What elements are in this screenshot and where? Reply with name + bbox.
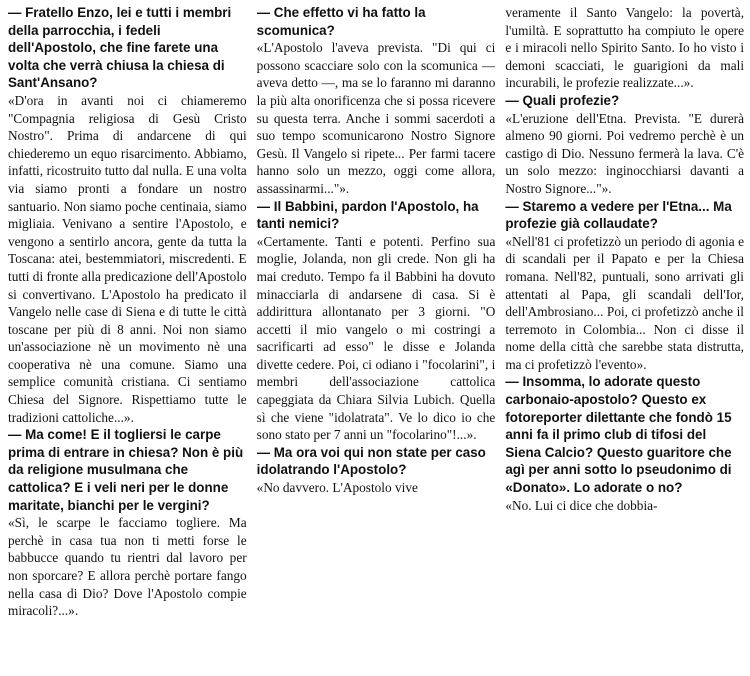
answer-5-continued: veramente il Santo Vangelo: la povertà, l'umiltà. E soprattutto ha compiuto le opere e i miracoli nello Spirito Santo. Io ho visto i demoni scacciati, le guarigioni da mali incurabili, le profezie realizzate...». bbox=[505, 5, 745, 91]
column-2 bbox=[257, 4, 496, 672]
column-1 bbox=[8, 4, 247, 672]
answer-8: «No. Lui ci dice che dobbia- bbox=[505, 497, 658, 513]
question-6: — Quali profezie? bbox=[505, 92, 620, 108]
question-7: — Staremo a vedere per l'Etna... Ma profezie già collaudate? bbox=[505, 198, 732, 232]
question-1: — Fratello Enzo, lei e tutti i membri della parrocchia, i fedeli dell'Apostolo, che fine farete una volta che verrà chiusa la chiesa di Sant'Ansano? bbox=[8, 5, 232, 91]
answer-1: «D'ora in avanti noi ci chiameremo "Compagnia religiosa di Gesù Cristo Nostro". Prima di andarcene di qui chiederemo un equo risarcimento. Abbiamo, infatti, ricostruito tutto dal nulla. E una volta via siamo pronti a fondare un nostro santuario. Non siamo poche centinaia, siamo migliaia. Venivano a sentire l'Apostolo, e vengono a sentirlo ancora, gente da tutta la Toscana: atei, bestemmiatori, miscredenti. E tutti di fronte alla predicazione dell'Apostolo si convertivano. L'Apostolo ha predicato il Vangelo nelle case di Siena e di tutte le città toscane per più di 8 anni. Noi non siamo un'associazione nè un movimento nè una cooperativa nè una comune. Siamo una semplice comunità cristiana. Ci sentiamo Chiesa del Signore. Rispettiamo tutte le tradizioni cattoliche...». bbox=[8, 92, 247, 425]
question-4: — Il Babbini, pardon l'Apostolo, ha tanti nemici? bbox=[256, 198, 479, 232]
column-3 bbox=[505, 4, 744, 672]
question-2: — Ma come! E il togliersi le carpe prima di entrare in chiesa? Non è più da religione musulmana che cattolica? E i veli neri per le donne maritate, bianchi per le vergini? bbox=[8, 427, 244, 513]
answer-3: «L'Apostolo l'aveva prevista. "Di qui ci possono scacciare solo con la scomunica — aveva detto —, ma se lo faranno mi daranno la più alta onorificenza che si possa ricevere su questa terra. Anche i sommi sacerdoti a suo tempo scomunicarono Nostro Signore Gesù. Il Vangelo si ripete... Per farmi tacere hanno solo un mezzo, oggi come allora, assassinarmi..."». bbox=[256, 40, 496, 196]
answer-4: «Certamente. Tanti e potenti. Perfino sua moglie, Jolanda, non gli crede. Non gli ha mai creduto. Tempo fa il Babbini ha dovuto minacciarla di andarsene di casa. Si è addirittura allontanato per 3 giorni. "O accetti il mio vangelo o mi costringi a sacrificarti ad esso" le disse e Jolanda divette cedere. Poi, ci odiano i "focolarini", i membri dell'associazione cattolica capeggiata da Chiara Silvia Lubich. Quella sì che viene "idolatrata". Ve lo dico io che sono stato per 7 anni un "focolarino"!...». bbox=[256, 233, 496, 443]
answer-5: «No davvero. L'Apostolo vive bbox=[256, 480, 418, 496]
question-5: — Ma ora voi qui non state per caso idolatrando l'Apostolo? bbox=[256, 444, 486, 478]
question-8: — Insomma, lo adorate questo carbonaio-apostolo? Questo ex fotoreporter dilettante che fondò 15 anni fa il primo club di tifosi del Siena Calcio? Questo guaritore che agì per anni sotto lo pseudonimo di «Donato». Lo adorate o no? bbox=[505, 374, 732, 496]
answer-7: «Nell'81 ci profetizzò un periodo di agonia e di scandali per il Papato e per la Chiesa romana. Nell'82, puntuali, sono arrivati gli attentati al Papa, gli scandali dell'Ior, dell'Ambrosiano... Poi, ci profetizzò anche il terremoto in Colombia... Non ci disse il nome della città che sarebbe stata distrutta, ma ci profetizzò l'evento». bbox=[505, 233, 745, 372]
answer-2: «Sì, le scarpe le facciamo togliere. Ma perchè in casa tua non ti metti forse le babbucce quando tu rientri dal lavoro per non sporcare? E allora perchè portare fango nella casa di Dio? Dove l'Apostolo compie miracoli?...». bbox=[8, 515, 247, 619]
question-3: — Che effetto vi ha fatto la scomunica? bbox=[256, 5, 426, 38]
answer-6: «L'eruzione dell'Etna. Prevista. "E durerà almeno 90 giorni. Poi vedremo perchè è un castigo di Dio. Nessuno fermerà la lava. C'è un solo mezzo: inginocchiarsi davanti a Nostro Signore..."». bbox=[505, 110, 745, 196]
